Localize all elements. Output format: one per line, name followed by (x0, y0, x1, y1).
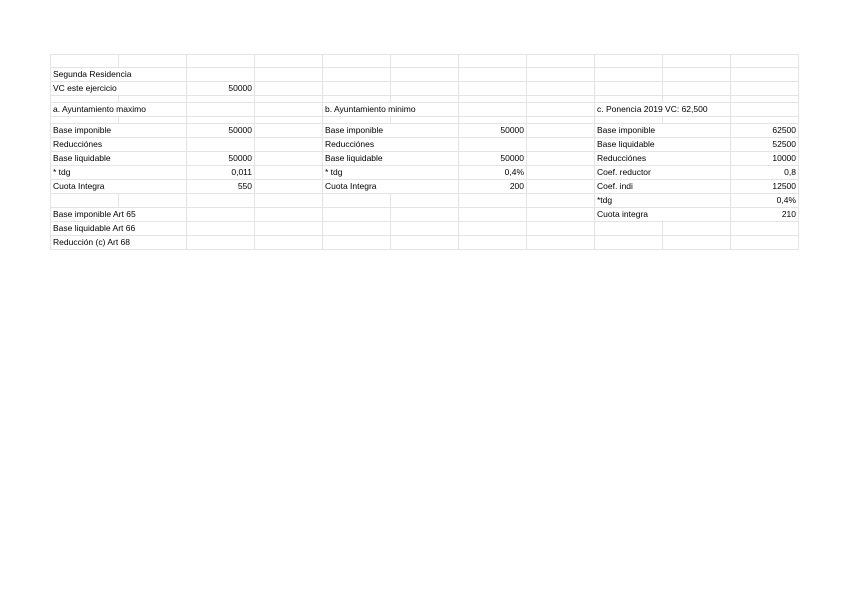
cell[interactable] (459, 103, 527, 117)
c-value-cell[interactable]: 0,8 (731, 166, 799, 180)
data-row (51, 194, 799, 208)
cell[interactable] (51, 96, 119, 103)
a-extra-label-cell[interactable]: Reducción (c) Art 68 (51, 236, 187, 250)
row-4 (51, 96, 799, 103)
cell[interactable] (527, 194, 595, 208)
cell[interactable] (391, 222, 459, 236)
cell[interactable] (391, 236, 459, 250)
spreadsheet-grid (50, 54, 799, 250)
row-5-section-headers (51, 103, 799, 117)
cell[interactable] (119, 117, 187, 124)
data-row (51, 222, 799, 236)
cell[interactable] (51, 55, 119, 68)
cell[interactable] (255, 222, 323, 236)
cell[interactable] (731, 117, 799, 124)
cell[interactable] (459, 117, 527, 124)
sheet-title-cell[interactable]: Segunda Residencia (51, 68, 187, 82)
row-3 (51, 82, 799, 96)
cell[interactable] (527, 124, 595, 138)
cell[interactable] (255, 68, 323, 82)
a-label-cell[interactable]: Base imponible (51, 124, 187, 138)
b-value-cell[interactable]: 200 (459, 180, 527, 194)
b-label-cell[interactable]: Reducciónes (323, 138, 459, 152)
cell[interactable] (663, 117, 731, 124)
cell[interactable] (731, 55, 799, 68)
cell[interactable] (187, 117, 255, 124)
cell[interactable] (255, 194, 323, 208)
cell[interactable] (391, 82, 459, 96)
cell[interactable] (255, 180, 323, 194)
cell[interactable] (255, 55, 323, 68)
data-row (51, 152, 799, 166)
row-6 (51, 117, 799, 124)
data-row (51, 138, 799, 152)
c-label-cell[interactable]: Cuota integra (595, 208, 731, 222)
cell[interactable] (527, 103, 595, 117)
cell[interactable] (187, 55, 255, 68)
b-label-cell[interactable]: Base imponible (323, 124, 459, 138)
cell[interactable] (663, 222, 731, 236)
cell[interactable] (391, 208, 459, 222)
a-extra-label-cell[interactable]: Base imponible Art 65 (51, 208, 187, 222)
cell[interactable] (595, 222, 663, 236)
cell[interactable] (527, 208, 595, 222)
cell[interactable] (255, 236, 323, 250)
cell[interactable] (255, 124, 323, 138)
cell[interactable] (255, 103, 323, 117)
cell[interactable] (119, 194, 187, 208)
row-2 (51, 68, 799, 82)
cell[interactable] (187, 68, 255, 82)
data-row (51, 124, 799, 138)
b-value-cell[interactable]: 0,4% (459, 166, 527, 180)
cell[interactable] (595, 68, 663, 82)
cell[interactable] (459, 208, 527, 222)
cell[interactable] (187, 236, 255, 250)
a-value-cell[interactable]: 550 (187, 180, 255, 194)
cell[interactable] (391, 194, 459, 208)
cell[interactable] (663, 68, 731, 82)
b-value-cell[interactable] (459, 138, 527, 152)
a-value-cell[interactable]: 0,011 (187, 166, 255, 180)
b-value-cell[interactable]: 50000 (459, 124, 527, 138)
cell[interactable] (391, 117, 459, 124)
cell[interactable] (527, 117, 595, 124)
cell[interactable] (323, 194, 391, 208)
cell[interactable] (527, 180, 595, 194)
c-value-cell[interactable]: 12500 (731, 180, 799, 194)
cell[interactable] (663, 82, 731, 96)
c-value-cell[interactable]: 210 (731, 208, 799, 222)
cell[interactable] (391, 96, 459, 103)
vc-value-cell[interactable]: 50000 (187, 82, 255, 96)
cell[interactable] (119, 96, 187, 103)
cell[interactable] (51, 194, 119, 208)
cell[interactable] (527, 138, 595, 152)
data-row (51, 166, 799, 180)
cell[interactable] (459, 96, 527, 103)
cell[interactable] (459, 236, 527, 250)
row-1 (51, 55, 799, 68)
cell[interactable] (527, 55, 595, 68)
cell[interactable] (187, 103, 255, 117)
cell[interactable] (323, 82, 391, 96)
cell[interactable] (255, 152, 323, 166)
cell[interactable] (459, 68, 527, 82)
b-value-cell[interactable]: 50000 (459, 152, 527, 166)
a-label-cell[interactable]: Reducciónes (51, 138, 187, 152)
cell[interactable] (527, 82, 595, 96)
c-label-cell[interactable]: Reducciónes (595, 152, 731, 166)
cell[interactable] (323, 222, 391, 236)
cell[interactable] (51, 117, 119, 124)
cell[interactable] (187, 96, 255, 103)
cell[interactable] (731, 103, 799, 117)
cell[interactable] (255, 117, 323, 124)
cell[interactable] (119, 55, 187, 68)
a-label-cell[interactable]: * tdg (51, 166, 187, 180)
cell[interactable] (187, 208, 255, 222)
cell[interactable] (731, 82, 799, 96)
cell[interactable] (595, 55, 663, 68)
cell[interactable] (527, 152, 595, 166)
data-row (51, 208, 799, 222)
cell[interactable] (731, 68, 799, 82)
c-label-cell[interactable]: Base imponible (595, 124, 731, 138)
cell[interactable] (323, 96, 391, 103)
cell[interactable] (255, 138, 323, 152)
a-value-cell[interactable]: 50000 (187, 152, 255, 166)
cell[interactable] (527, 166, 595, 180)
a-value-cell[interactable] (187, 138, 255, 152)
section-c-header[interactable]: c. Ponencia 2019 VC: 62,500 (595, 103, 731, 117)
c-label-cell[interactable]: Coef. reductor (595, 166, 731, 180)
a-label-cell[interactable]: Base liquidable (51, 152, 187, 166)
cell[interactable] (663, 55, 731, 68)
cell[interactable] (323, 208, 391, 222)
cell[interactable] (731, 236, 799, 250)
b-label-cell[interactable]: Base liquidable (323, 152, 459, 166)
cell[interactable] (255, 208, 323, 222)
cell[interactable] (459, 194, 527, 208)
cell[interactable] (527, 68, 595, 82)
cell[interactable] (595, 117, 663, 124)
cell[interactable] (663, 96, 731, 103)
cell[interactable] (459, 222, 527, 236)
c-value-cell[interactable]: 10000 (731, 152, 799, 166)
section-b-header[interactable]: b. Ayuntamiento minimo (323, 103, 459, 117)
c-label-cell[interactable]: Base liquidable (595, 138, 731, 152)
cell[interactable] (323, 236, 391, 250)
a-label-cell[interactable]: Cuota Integra (51, 180, 187, 194)
c-label-cell[interactable]: *tdg (595, 194, 731, 208)
cell[interactable] (323, 68, 391, 82)
b-label-cell[interactable]: Cuota Integra (323, 180, 459, 194)
a-extra-label-cell[interactable]: Base liquidable Art 66 (51, 222, 187, 236)
section-a-header[interactable]: a. Ayuntamiento maximo (51, 103, 187, 117)
c-value-cell[interactable]: 52500 (731, 138, 799, 152)
c-value-cell[interactable]: 62500 (731, 124, 799, 138)
cell[interactable] (527, 236, 595, 250)
cell[interactable] (391, 68, 459, 82)
cell[interactable] (255, 96, 323, 103)
cell[interactable] (595, 236, 663, 250)
data-row (51, 236, 799, 250)
cell[interactable] (459, 82, 527, 96)
cell[interactable] (255, 166, 323, 180)
cell[interactable] (527, 222, 595, 236)
c-value-cell[interactable]: 0,4% (731, 194, 799, 208)
cell[interactable] (187, 222, 255, 236)
a-value-cell[interactable]: 50000 (187, 124, 255, 138)
cell[interactable] (595, 82, 663, 96)
cell[interactable] (323, 55, 391, 68)
vc-label-cell[interactable]: VC este ejercicio (51, 82, 187, 96)
cell[interactable] (731, 96, 799, 103)
data-row (51, 180, 799, 194)
cell[interactable] (323, 117, 391, 124)
cell[interactable] (255, 82, 323, 96)
cell[interactable] (731, 222, 799, 236)
b-label-cell[interactable]: * tdg (323, 166, 459, 180)
cell[interactable] (391, 55, 459, 68)
cell[interactable] (187, 194, 255, 208)
cell[interactable] (663, 236, 731, 250)
cell[interactable] (459, 55, 527, 68)
cell[interactable] (527, 96, 595, 103)
c-label-cell[interactable]: Coef. indi (595, 180, 731, 194)
cell[interactable] (595, 96, 663, 103)
